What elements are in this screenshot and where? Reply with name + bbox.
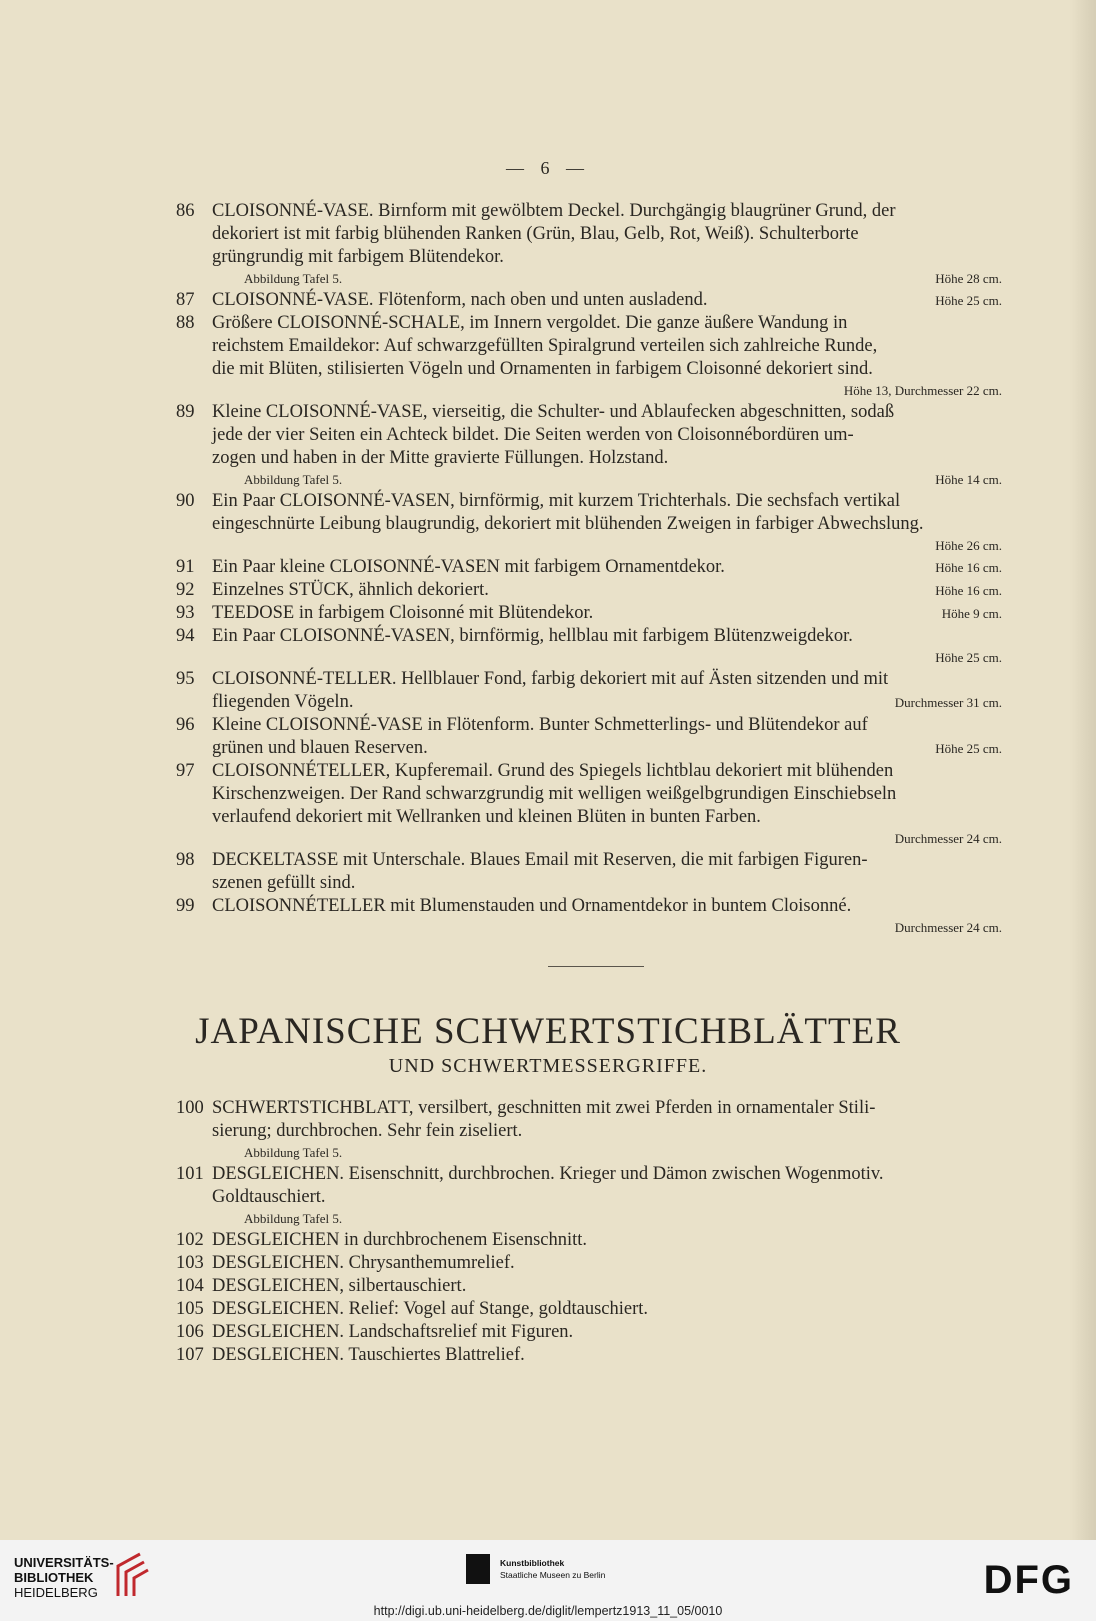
entry-number: 104 [176,1276,204,1296]
entry-number: 107 [176,1345,204,1365]
entry-line [176,246,1010,269]
entry-meta [176,536,1010,556]
catalog-entry [176,1229,1010,1252]
entry-line [176,358,1010,381]
entry-meta [176,1209,1010,1229]
entry-meta [176,648,1010,668]
entry-line [176,1097,1010,1120]
entry-text: SCHWERTSTICHBLATT, versilbert, geschnitten mit zwei Pferden in ornamentaler Stili- [212,1098,876,1118]
illustration-reference [176,536,244,556]
entry-number: 95 [176,669,195,689]
entry-text: verlaufend dekoriert mit Wellranken und kleinen Blüten in bunten Farben. [212,807,761,827]
entry-line [176,760,1010,783]
section-title: JAPANISCHE SCHWERTSTICHBLÄTTER [195,1011,901,1052]
digitization-footer [0,1540,1096,1621]
entry-number: 101 [176,1164,204,1184]
catalog-entries-cloisonne [176,200,1010,938]
entry-dimension [1002,1143,1010,1163]
entry-line [176,1275,1010,1298]
entry-line [176,401,1010,424]
entry-line [176,447,1010,470]
illustration-reference: Abbildung Tafel 5. [244,1211,343,1226]
entry-line [176,1229,1010,1252]
entry-dimension: Höhe 25 cm. [935,650,1002,665]
entry-text: DESGLEICHEN in durchbrochenem Eisenschnitt. [212,1230,588,1250]
section-subtitle: UND SCHWERTMESSERGRIFFE. [388,1055,708,1077]
entry-text: CLOISONNÉTELLER mit Blumenstauden und Ornamentdekor in buntem Cloisonné. [212,896,852,916]
entry-number: 90 [176,491,195,511]
entry-dimension: Höhe 26 cm. [935,538,1002,553]
catalog-entry [176,760,1010,849]
entry-line [176,1163,1010,1186]
illustration-reference [176,381,244,401]
entry-text: Ein Paar CLOISONNÉ-VASEN, birnförmig, mit kurzem Trichterhals. Die sechsfach vertikal [212,491,901,511]
entry-text: DESGLEICHEN. Tauschiertes Blattrelief. [212,1345,525,1365]
entry-line [176,513,1010,536]
entry-line [176,1186,1010,1209]
entry-text: TEEDOSE in farbigem Cloisonné mit Blütendekor. [212,603,594,623]
kb-line-1: Kunstbibliothek [500,1558,565,1568]
entry-meta [176,269,1010,289]
entry-text: Ein Paar kleine CLOISONNÉ-VASEN mit farbigem Ornamentdekor. [212,557,725,577]
entry-line [176,556,1010,579]
catalog-entry [176,849,1010,895]
catalog-entry [176,1321,1010,1344]
catalog-entry [176,1163,1010,1229]
catalog-entry [176,289,1010,312]
entry-text: reichstem Emaildekor: Auf schwarzgefüllten Spiralgrund verteilen sich zahlreiche Runde, [212,336,878,356]
entry-line [176,200,1010,223]
entry-dimension [1002,1209,1010,1229]
entry-text: CLOISONNÉ-VASE. Flötenform, nach oben und unten ausladend. [212,290,708,310]
catalog-entry [176,625,1010,668]
entry-line [176,312,1010,335]
ub-heidelberg-emblem-icon[interactable] [110,1552,150,1600]
entry-number: 97 [176,761,195,781]
entry-number: 105 [176,1299,204,1319]
entry-line [176,783,1010,806]
catalog-entry [176,714,1010,760]
entry-dimension: Höhe 25 cm. [935,293,1002,308]
entry-text: zogen und haben in der Mitte gravierte Füllungen. Holzstand. [212,448,669,468]
entry-meta [176,1143,1010,1163]
entry-line [176,895,1010,918]
entry-number: 86 [176,201,195,221]
entry-dimension: Höhe 16 cm. [935,560,1002,575]
entry-text: DESGLEICHEN. Chrysanthemumrelief. [212,1253,515,1273]
illustration-reference [176,918,244,938]
entry-text: dekoriert ist mit farbig blühenden Ranken (Grün, Blau, Gelb, Rot, Weiß). Schulterborte [212,224,859,244]
catalog-entry [176,490,1010,556]
catalog-entries-swords [176,1097,1010,1367]
entry-text: szenen gefüllt sind. [212,873,356,893]
kunstbibliothek-logo[interactable] [466,1554,605,1584]
illustration-reference: Abbildung Tafel 5. [244,271,343,286]
entry-number: 94 [176,626,195,646]
catalog-entry [176,1298,1010,1321]
entry-number: 99 [176,896,195,916]
entry-line [176,737,1010,760]
entry-number: 100 [176,1098,204,1118]
entry-number: 88 [176,313,195,333]
entry-text: Größere CLOISONNÉ-SCHALE, im Innern vergoldet. Die ganze äußere Wandung in [212,313,848,333]
entry-text: CLOISONNÉ-VASE. Birnform mit gewölbtem Deckel. Durchgängig blaugrüner Grund, der [212,201,896,221]
ub-line-2: BIBLIOTHEK [14,1570,94,1585]
entry-dimension: Höhe 9 cm. [941,606,1002,621]
entry-line [176,223,1010,246]
catalog-entry [176,200,1010,289]
entry-number: 89 [176,402,195,422]
entry-line [176,602,1010,625]
entry-text: CLOISONNÉTELLER, Kupferemail. Grund des Spiegels lichtblau dekoriert mit blühenden [212,761,894,781]
entry-dimension: Durchmesser 31 cm. [894,695,1002,710]
entry-meta [176,829,1010,849]
entry-line [176,289,1010,312]
entry-text: Kleine CLOISONNÉ-VASE, vierseitig, die Schulter- und Ablaufecken abgeschnitten, sodaß [212,402,895,422]
entry-line [176,625,1010,648]
catalog-entry [176,556,1010,579]
entry-line [176,849,1010,872]
entry-text: DESGLEICHEN. Eisenschnitt, durchbrochen. Krieger und Dämon zwischen Wogenmotiv. [212,1164,884,1184]
catalog-entry [176,1097,1010,1163]
ub-line-3: HEIDELBERG [14,1585,98,1600]
entry-line [176,691,1010,714]
entry-number: 106 [176,1322,204,1342]
entry-text: Goldtauschiert. [212,1187,326,1207]
entry-text: die mit Blüten, stilisierten Vögeln und Ornamenten in farbigem Cloisonné dekoriert sind. [212,359,873,379]
catalog-entry [176,1252,1010,1275]
entry-text: eingeschnürte Leibung blaugrundig, dekoriert mit blühenden Zweigen in farbiger Abwechslung. [212,514,924,534]
kunstbibliothek-mark-icon [466,1554,490,1584]
entry-text: DESGLEICHEN. Landschaftsrelief mit Figuren. [212,1322,574,1342]
entry-text: Kleine CLOISONNÉ-VASE in Flötenform. Bunter Schmetterlings- und Blütendekor auf [212,715,868,735]
entry-line [176,579,1010,602]
dfg-logo[interactable]: DFG [983,1558,1074,1602]
entry-line [176,1252,1010,1275]
entry-dimension: Durchmesser 24 cm. [894,920,1002,935]
entry-number: 92 [176,580,195,600]
entry-text: Ein Paar CLOISONNÉ-VASEN, birnförmig, hellblau mit farbigem Blütenzweigdekor. [212,626,853,646]
scan-edge-shadow [1070,0,1096,1540]
entry-dimension: Höhe 14 cm. [935,472,1002,487]
illustration-reference: Abbildung Tafel 5. [244,1145,343,1160]
entry-dimension: Höhe 28 cm. [935,271,1002,286]
entry-number: 98 [176,850,195,870]
entry-line [176,1344,1010,1367]
entry-line [176,1298,1010,1321]
catalog-entry [176,668,1010,714]
entry-text: DESGLEICHEN. Relief: Vogel auf Stange, goldtauschiert. [212,1299,649,1319]
illustration-reference [176,829,244,849]
entry-number: 87 [176,290,195,310]
entry-number: 93 [176,603,195,623]
entry-number: 102 [176,1230,204,1250]
catalog-entry [176,312,1010,401]
entry-text: grüngrundig mit farbigem Blütendekor. [212,247,504,267]
page-url[interactable]: http://digi.ub.uni-heidelberg.de/diglit/lempertz1913_11_05/0010 [373,1604,723,1618]
ub-line-1: UNIVERSITÄTS- [14,1555,114,1570]
kb-line-2: Staatliche Museen zu Berlin [500,1570,606,1580]
entry-text: fliegenden Vögeln. [212,692,354,712]
catalog-entry [176,895,1010,938]
page-number: — 6 — [506,158,590,178]
entry-text: CLOISONNÉ-TELLER. Hellblauer Fond, farbig dekoriert mit auf Ästen sitzenden und mit [212,669,889,689]
entry-text: jede der vier Seiten ein Achteck bildet. Die Seiten werden von Cloisonnébordüren um- [212,425,854,445]
entry-meta [176,918,1010,938]
entry-line [176,668,1010,691]
entry-dimension: Höhe 13, Durchmesser 22 cm. [843,383,1002,398]
entry-text: Kirschenzweigen. Der Rand schwarzgrundig mit welligen weißgelbgrundigen Einschiebseln [212,784,897,804]
catalog-entry [176,1344,1010,1367]
entry-dimension: Höhe 25 cm. [935,741,1002,756]
entry-dimension: Höhe 16 cm. [935,583,1002,598]
entry-line [176,872,1010,895]
illustration-reference [176,648,244,668]
entry-line [176,490,1010,513]
entry-line [176,806,1010,829]
entry-meta [176,470,1010,490]
entry-dimension: Durchmesser 24 cm. [894,831,1002,846]
catalog-entry [176,579,1010,602]
entry-meta [176,381,1010,401]
entry-text: grünen und blauen Reserven. [212,738,428,758]
entry-line [176,1120,1010,1143]
catalog-entry [176,1275,1010,1298]
section-divider [548,966,644,967]
entry-text: sierung; durchbrochen. Sehr fein ziseliert. [212,1121,523,1141]
entry-line [176,335,1010,358]
ub-heidelberg-logo-text[interactable] [14,1555,114,1600]
entry-line [176,1321,1010,1344]
entry-line [176,714,1010,737]
catalog-entry [176,401,1010,490]
entry-number: 103 [176,1253,204,1273]
entry-text: DESGLEICHEN, silbertauschiert. [212,1276,467,1296]
entry-text: DECKELTASSE mit Unterschale. Blaues Email mit Reserven, die mit farbigen Figuren- [212,850,868,870]
illustration-reference: Abbildung Tafel 5. [244,472,343,487]
entry-number: 96 [176,715,195,735]
entry-text: Einzelnes STÜCK, ähnlich dekoriert. [212,580,489,600]
entry-number: 91 [176,557,195,577]
catalog-entry [176,602,1010,625]
entry-line [176,424,1010,447]
